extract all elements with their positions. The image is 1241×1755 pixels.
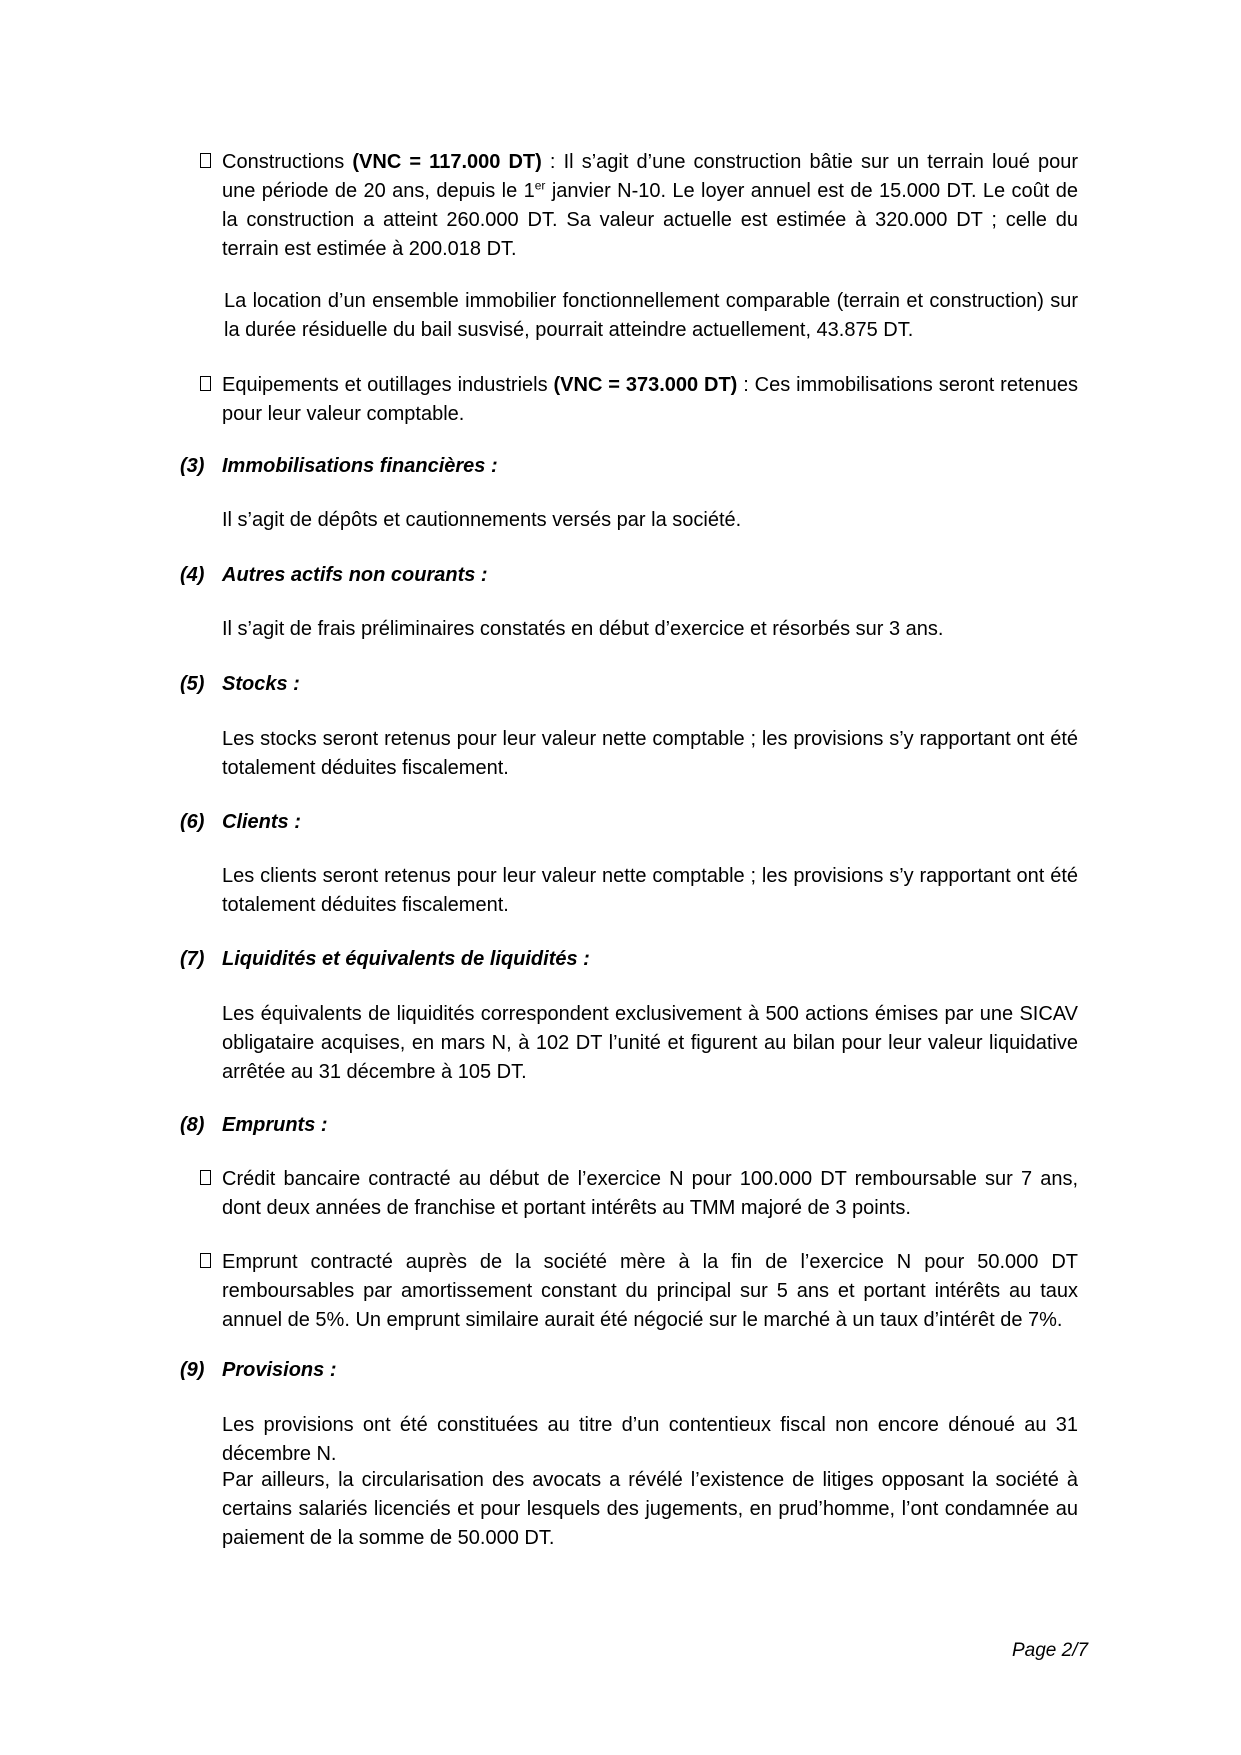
heading-6-number: (6)	[180, 811, 205, 833]
heading-3	[180, 452, 1040, 481]
heading-9-title: Provisions :	[222, 1359, 337, 1381]
section-3-text: Il s’agit de dépôts et cautionnements versés par la société.	[222, 509, 742, 531]
constructions-location-text: La location d’un ensemble immobilier fonctionnellement comparable (terrain et construction) sur la durée résiduelle du bail susvisé, pourrait atteindre actuellement, 43.875 DT.	[224, 290, 1078, 341]
section-7-text: Les équivalents de liquidités correspondent exclusivement à 500 actions émises par une SICAV obligataire acquises, en mars N, à 102 DT l’unité et figurent au bilan pour leur valeur liquidative arrêtée au 31 décembre à 105 DT.	[222, 1003, 1078, 1083]
bullet-icon	[200, 376, 211, 391]
heading-9-number: (9)	[180, 1359, 205, 1381]
heading-8-title: Emprunts :	[222, 1114, 328, 1136]
heading-5-number: (5)	[180, 673, 205, 695]
constructions-bullet	[222, 148, 1078, 264]
heading-7-number: (7)	[180, 948, 205, 970]
section-5-text: Les stocks seront retenus pour leur valeur nette comptable ; les provisions s’y rapportant ont été totalement déduites fiscalement.	[222, 728, 1078, 779]
heading-3-title: Immobilisations financières :	[222, 455, 498, 477]
emprunt-bullet-1	[222, 1165, 1078, 1223]
constructions-vnc: (VNC = 117.000 DT)	[352, 151, 542, 173]
constructions-label: Constructions	[222, 151, 353, 173]
constructions-text-2: janvier N-10. Le loyer annuel est de 15.000 DT. Le coût de la construction a atteint 260.000 DT. Sa valeur actuelle est estimée à 320.000 DT ; celle du terrain est estimée à 200.018 DT.	[222, 180, 1078, 260]
section-9-text-1: Les provisions ont été constituées au titre d’un contentieux fiscal non encore dénoué au 31 décembre N.	[222, 1414, 1078, 1465]
constructions-text-1: : Il s’agit d’une construction bâtie sur un terrain loué pour une période de 20 ans, depuis le 1	[222, 151, 1078, 202]
heading-7-title: Liquidités et équivalents de liquidités :	[222, 948, 590, 970]
page-number: Page 2/7	[1012, 1640, 1089, 1661]
heading-9	[180, 1356, 1040, 1385]
heading-3-number: (3)	[180, 455, 205, 477]
heading-6	[180, 808, 1040, 837]
section-6-text: Les clients seront retenus pour leur valeur nette comptable ; les provisions s’y rapportant ont été totalement déduites fiscalement.	[222, 865, 1078, 916]
heading-6-title: Clients :	[222, 811, 301, 833]
heading-8	[180, 1111, 1040, 1140]
bullet-icon	[200, 1170, 211, 1185]
heading-7	[180, 945, 1040, 974]
heading-4-number: (4)	[180, 564, 205, 586]
heading-8-number: (8)	[180, 1114, 205, 1136]
heading-5	[180, 670, 1040, 699]
emprunt-bullet-2	[222, 1248, 1078, 1335]
heading-4-title: Autres actifs non courants :	[222, 564, 488, 586]
equipements-bullet	[222, 371, 1078, 429]
constructions-superscript: er	[534, 178, 546, 193]
section-4-text: Il s’agit de frais préliminaires constatés en début d’exercice et résorbés sur 3 ans.	[222, 618, 944, 640]
equipements-text: : Ces immobilisations seront retenues pour leur valeur comptable.	[222, 374, 1078, 425]
emprunt-bullet-2-text: Emprunt contracté auprès de la société mère à la fin de l’exercice N pour 50.000 DT remboursables par amortissement constant du principal sur 5 ans et portant intérêts au taux annuel de 5%. Un emprunt similaire aurait été négocié sur le marché à un taux d’intérêt de 7%.	[222, 1251, 1078, 1331]
bullet-icon	[200, 153, 211, 168]
heading-4	[180, 561, 1040, 590]
equipements-label: Equipements et outillages industriels	[222, 374, 554, 396]
section-9-text-2: Par ailleurs, la circularisation des avocats a révélé l’existence de litiges opposant la société à certains salariés licenciés et pour lesquels des jugements, en prud’homme, l’ont condamnée au paiement de la somme de 50.000 DT.	[222, 1469, 1078, 1549]
emprunt-bullet-1-text: Crédit bancaire contracté au début de l’exercice N pour 100.000 DT remboursable sur 7 ans, dont deux années de franchise et portant intérêts au TMM majoré de 3 points.	[222, 1168, 1078, 1219]
bullet-icon	[200, 1253, 211, 1268]
equipements-vnc: (VNC = 373.000 DT)	[553, 374, 738, 396]
heading-5-title: Stocks :	[222, 673, 300, 695]
